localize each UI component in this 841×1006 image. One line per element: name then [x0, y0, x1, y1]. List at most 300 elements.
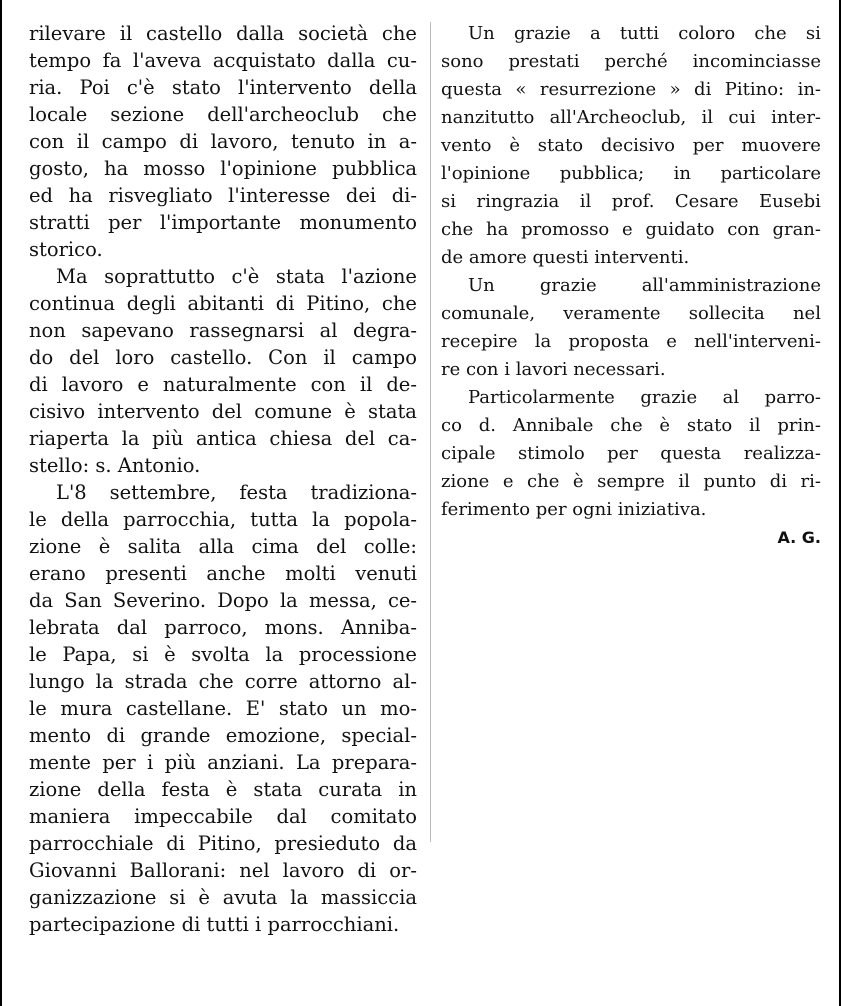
word: tenuto: [290, 130, 356, 153]
word: ce-: [387, 589, 417, 612]
word: ri-: [800, 471, 821, 492]
word: è: [98, 535, 111, 558]
word: non: [29, 319, 66, 342]
text-line: [441, 440, 821, 468]
word: soprattutto: [104, 265, 215, 288]
word: il: [678, 471, 690, 492]
word: di: [29, 373, 48, 396]
word: lavoro: [282, 859, 345, 882]
word: mosso: [143, 157, 206, 180]
word: l'intervento: [237, 76, 352, 99]
word: do: [29, 346, 54, 369]
word: maniera: [29, 805, 111, 828]
text-line: [29, 722, 417, 749]
word: L'8: [56, 481, 87, 504]
word: il: [119, 22, 133, 45]
text-line: [441, 412, 821, 440]
word: popola-: [344, 508, 417, 531]
word: con: [29, 130, 65, 153]
word: la: [312, 508, 330, 531]
word: vento: [441, 135, 492, 156]
text-line: [441, 216, 821, 244]
word: emozione,: [225, 724, 327, 747]
word: Giovanni: [29, 859, 117, 882]
word: guidato: [645, 219, 715, 240]
word: di-: [391, 184, 417, 207]
word: si: [441, 191, 456, 212]
text-line: [29, 830, 417, 857]
word: con: [310, 373, 346, 396]
column-divider: [430, 22, 431, 842]
word: sono: [441, 51, 484, 72]
text-line: [29, 398, 417, 425]
word: e: [666, 331, 677, 352]
word: Un: [468, 23, 495, 44]
word: anche: [206, 562, 266, 585]
word: impeccabile: [134, 805, 253, 828]
word: festa: [161, 778, 210, 801]
word: ca-: [387, 427, 417, 450]
word: questa: [441, 79, 502, 100]
text-line: [29, 452, 417, 479]
word: avuta: [222, 886, 278, 909]
word: comune: [254, 400, 333, 423]
word: presieduto: [274, 832, 381, 855]
word: zione: [29, 778, 82, 801]
word: zione: [29, 535, 82, 558]
line-text: storico.: [29, 238, 103, 261]
text-line: [29, 209, 417, 236]
word: riaperta: [29, 427, 109, 450]
word: grazie: [640, 387, 698, 408]
word: i: [147, 751, 154, 774]
word: a-: [398, 130, 417, 153]
text-line: [29, 749, 417, 776]
text-line: [29, 884, 417, 911]
word: il: [701, 107, 714, 128]
word: dal: [276, 805, 307, 828]
text-line: [29, 911, 417, 938]
word: veramente: [563, 303, 661, 324]
word: prin-: [777, 415, 821, 436]
word: Pitino,: [197, 832, 262, 855]
word: Dopo: [217, 589, 269, 612]
word: ringrazia: [476, 191, 560, 212]
line-text: partecipazione di tutti i parrocchiani.: [29, 913, 400, 936]
word: Cesare: [674, 191, 739, 212]
word: rilevare: [29, 22, 106, 45]
word: più: [152, 427, 184, 450]
text-line: [29, 101, 417, 128]
word: venuti: [355, 562, 417, 585]
word: »: [669, 79, 681, 100]
word: per: [692, 135, 724, 156]
word: San: [64, 589, 102, 612]
word: del: [69, 346, 100, 369]
word: sapevano: [81, 319, 174, 342]
word: è: [509, 135, 520, 156]
word: Pitino:: [724, 79, 785, 100]
word: con: [727, 219, 760, 240]
word: sezione: [110, 103, 185, 126]
word: svolta: [191, 643, 250, 666]
word: società: [298, 22, 369, 45]
word: castello.: [170, 346, 253, 369]
line-text: de amore questi interventi.: [441, 247, 690, 268]
text-line: [29, 803, 417, 830]
right-column-lines: [441, 20, 821, 524]
word: pubblica;: [559, 163, 645, 184]
word: è: [572, 471, 584, 492]
word: Severino.: [112, 589, 207, 612]
word: d.: [478, 415, 496, 436]
text-line: [441, 356, 821, 384]
word: al: [722, 387, 740, 408]
word: strada: [124, 670, 188, 693]
word: special-: [341, 724, 417, 747]
word: più: [164, 751, 196, 774]
word: in: [398, 778, 417, 801]
word: stato: [686, 415, 733, 436]
word: prepara-: [331, 751, 417, 774]
word: di: [357, 859, 377, 882]
text-line: [29, 155, 417, 182]
word: è: [344, 400, 356, 423]
word: cipale: [441, 443, 496, 464]
word: Con: [268, 346, 308, 369]
word: dell'archeoclub: [207, 103, 359, 126]
text-line: [29, 560, 417, 587]
word: gran-: [772, 219, 821, 240]
word: Ballorani:: [129, 859, 227, 882]
word: realizza-: [743, 443, 821, 464]
word: del: [211, 400, 243, 423]
text-line: [29, 290, 417, 317]
word: la: [265, 643, 284, 666]
text-line: [29, 371, 417, 398]
word: stato: [171, 76, 221, 99]
right-column: [441, 20, 821, 552]
word: chiesa: [269, 427, 333, 450]
word: monumento: [299, 211, 417, 234]
word: prestati: [508, 51, 580, 72]
word: degli: [126, 292, 176, 315]
word: grande: [140, 724, 211, 747]
word: punto: [703, 471, 757, 492]
word: zione: [441, 471, 490, 492]
word: Poi: [79, 76, 110, 99]
word: sollecita: [688, 303, 765, 324]
text-line: [29, 479, 417, 506]
word: coloro: [678, 23, 736, 44]
text-line: [441, 384, 821, 412]
word: all'amministrazione: [641, 275, 821, 296]
line-text: re con i lavori necessari.: [441, 359, 666, 380]
line-text: ferimento per ogni iniziativa.: [441, 499, 707, 520]
word: resurrezione: [539, 79, 657, 100]
word: c'è: [231, 265, 260, 288]
word: per: [607, 443, 638, 464]
text-line: [29, 695, 417, 722]
word: comunale,: [441, 303, 536, 324]
text-line: [29, 506, 417, 533]
word: stata: [253, 778, 303, 801]
word: intervento: [97, 400, 200, 423]
word: comitato: [330, 805, 417, 828]
word: il: [579, 191, 592, 212]
word: cui: [728, 107, 756, 128]
word: la: [95, 670, 114, 693]
word: di: [694, 79, 712, 100]
word: per: [102, 751, 136, 774]
word: particolare: [720, 163, 821, 184]
word: messa,: [308, 589, 377, 612]
word: erano: [29, 562, 86, 585]
word: è: [225, 778, 238, 801]
text-line: [29, 614, 417, 641]
word: antica: [195, 427, 257, 450]
word: l'interesse: [228, 184, 331, 207]
text-line: [29, 182, 417, 209]
text-line: [441, 132, 821, 160]
word: proposta: [568, 331, 650, 352]
word: «: [515, 79, 527, 100]
word: che: [754, 23, 787, 44]
word: fa: [102, 49, 122, 72]
word: cu-: [386, 49, 417, 72]
word: la: [279, 589, 298, 612]
word: di: [769, 471, 788, 492]
signature-text: A. G.: [777, 528, 821, 547]
word: che: [198, 670, 234, 693]
word: l'aveva: [132, 49, 202, 72]
word: c'è: [126, 76, 155, 99]
word: dalla: [327, 49, 376, 72]
word: è: [659, 415, 671, 436]
word: e: [621, 219, 633, 240]
word: castello: [146, 22, 223, 45]
word: di: [106, 724, 126, 747]
word: ria.: [29, 76, 63, 99]
word: l'azione: [341, 265, 417, 288]
text-line: [441, 244, 821, 272]
text-line: [29, 263, 417, 290]
word: promosso: [521, 219, 610, 240]
word: tutta: [250, 508, 298, 531]
word: alla: [198, 535, 235, 558]
word: stata: [368, 400, 417, 423]
word: il: [76, 130, 90, 153]
word: castellane.: [125, 697, 233, 720]
text-line: [29, 344, 417, 371]
word: dalla: [236, 22, 285, 45]
word: settembre,: [109, 481, 217, 504]
word: naturalmente: [162, 373, 297, 396]
word: processione: [298, 643, 417, 666]
text-line: [441, 20, 821, 48]
word: rassegnarsi: [189, 319, 305, 342]
word: Anniba-: [340, 616, 417, 639]
word: si: [132, 643, 149, 666]
text-line: [441, 496, 821, 524]
text-line: [29, 236, 417, 263]
text-line: [441, 48, 821, 76]
word: tempo: [29, 49, 92, 72]
word: presenti: [105, 562, 187, 585]
word: continua: [29, 292, 116, 315]
word: l'opinione: [441, 163, 531, 184]
word: cisivo: [29, 400, 86, 423]
word: ed: [29, 184, 54, 207]
word: di: [179, 130, 199, 153]
left-column: [29, 20, 417, 938]
word: che: [441, 219, 474, 240]
word: dei: [345, 184, 377, 207]
text-line: [29, 668, 417, 695]
word: pubblica: [331, 157, 417, 180]
text-line: [441, 104, 821, 132]
word: Particolarmente: [468, 387, 615, 408]
word: in: [367, 130, 387, 153]
text-line: [441, 300, 821, 328]
text-line: [441, 188, 821, 216]
word: campo: [351, 346, 417, 369]
text-line: [441, 468, 821, 496]
word: tutti: [619, 23, 659, 44]
line-text: stello: s. Antonio.: [29, 454, 201, 477]
word: grazie: [513, 23, 571, 44]
word: co: [441, 415, 462, 436]
word: Eusebi: [759, 191, 821, 212]
word: Papa,: [62, 643, 117, 666]
word: de-: [386, 373, 417, 396]
word: mura: [60, 697, 113, 720]
word: all'Archeoclub,: [549, 107, 687, 128]
word: è: [198, 886, 210, 909]
word: in: [673, 163, 692, 184]
text-line: [29, 641, 417, 668]
word: massiccia: [320, 886, 417, 909]
word: tradiziona-: [310, 481, 417, 504]
word: risvegliato: [108, 184, 213, 207]
word: della: [60, 508, 110, 531]
word: in-: [797, 79, 821, 100]
word: ha: [104, 157, 129, 180]
word: l'importante: [159, 211, 282, 234]
word: ganizzazione: [29, 886, 157, 909]
word: e: [137, 373, 149, 396]
word: di: [275, 292, 295, 315]
text-line: [29, 857, 417, 884]
word: or-: [389, 859, 417, 882]
word: della: [97, 778, 146, 801]
text-line: [29, 776, 417, 803]
word: l'opinione: [220, 157, 317, 180]
word: lavoro,: [210, 130, 279, 153]
word: nell'interveni-: [694, 331, 821, 352]
word: attorno: [308, 670, 382, 693]
text-line: [441, 76, 821, 104]
word: La: [295, 751, 321, 774]
word: corre: [244, 670, 298, 693]
author-signature: [441, 524, 821, 552]
text-line: [29, 20, 417, 47]
word: le: [29, 697, 47, 720]
word: mons.: [264, 616, 324, 639]
text-line: [441, 272, 821, 300]
word: salita: [127, 535, 182, 558]
word: che: [527, 471, 560, 492]
word: che: [381, 22, 417, 45]
text-line: [29, 47, 417, 74]
word: cima: [251, 535, 299, 558]
word: le: [29, 508, 47, 531]
word: parro-: [764, 387, 821, 408]
word: muovere: [741, 135, 821, 156]
word: anziani.: [207, 751, 285, 774]
word: lavoro: [61, 373, 124, 396]
word: gosto,: [29, 157, 90, 180]
word: le: [29, 643, 47, 666]
text-line: [29, 425, 417, 452]
word: della: [368, 76, 417, 99]
word: e: [502, 471, 514, 492]
word: prof.: [611, 191, 655, 212]
word: da: [392, 832, 417, 855]
word: inter-: [771, 107, 821, 128]
word: nel: [792, 303, 821, 324]
word: al: [319, 319, 338, 342]
word: mente: [29, 751, 91, 774]
word: il: [323, 346, 336, 369]
text-line: [441, 328, 821, 356]
word: perché: [604, 51, 668, 72]
text-line: [29, 74, 417, 101]
word: da: [29, 589, 54, 612]
text-line: [29, 128, 417, 155]
word: lungo: [29, 670, 85, 693]
word: molti: [285, 562, 336, 585]
word: recepire: [441, 331, 518, 352]
word: stato: [537, 135, 584, 156]
word: mo-: [380, 697, 417, 720]
word: dal: [116, 616, 148, 639]
word: Annibale: [512, 415, 594, 436]
word: il: [749, 415, 761, 436]
word: mento: [29, 724, 92, 747]
text-line: [29, 533, 417, 560]
word: sempre: [597, 471, 665, 492]
word: colle:: [363, 535, 417, 558]
word: abitanti: [187, 292, 264, 315]
word: che: [610, 415, 643, 436]
word: Un: [468, 275, 495, 296]
text-line: [441, 160, 821, 188]
word: del: [344, 427, 376, 450]
word: parrocchiale: [29, 832, 154, 855]
word: campo: [101, 130, 167, 153]
word: locale: [29, 103, 88, 126]
word: Ma: [56, 265, 88, 288]
word: la: [121, 427, 140, 450]
word: E': [245, 697, 266, 720]
word: al-: [392, 670, 417, 693]
word: per: [108, 211, 142, 234]
word: nel: [239, 859, 270, 882]
text-line: [29, 317, 417, 344]
word: loro: [115, 346, 155, 369]
word: questa: [660, 443, 722, 464]
